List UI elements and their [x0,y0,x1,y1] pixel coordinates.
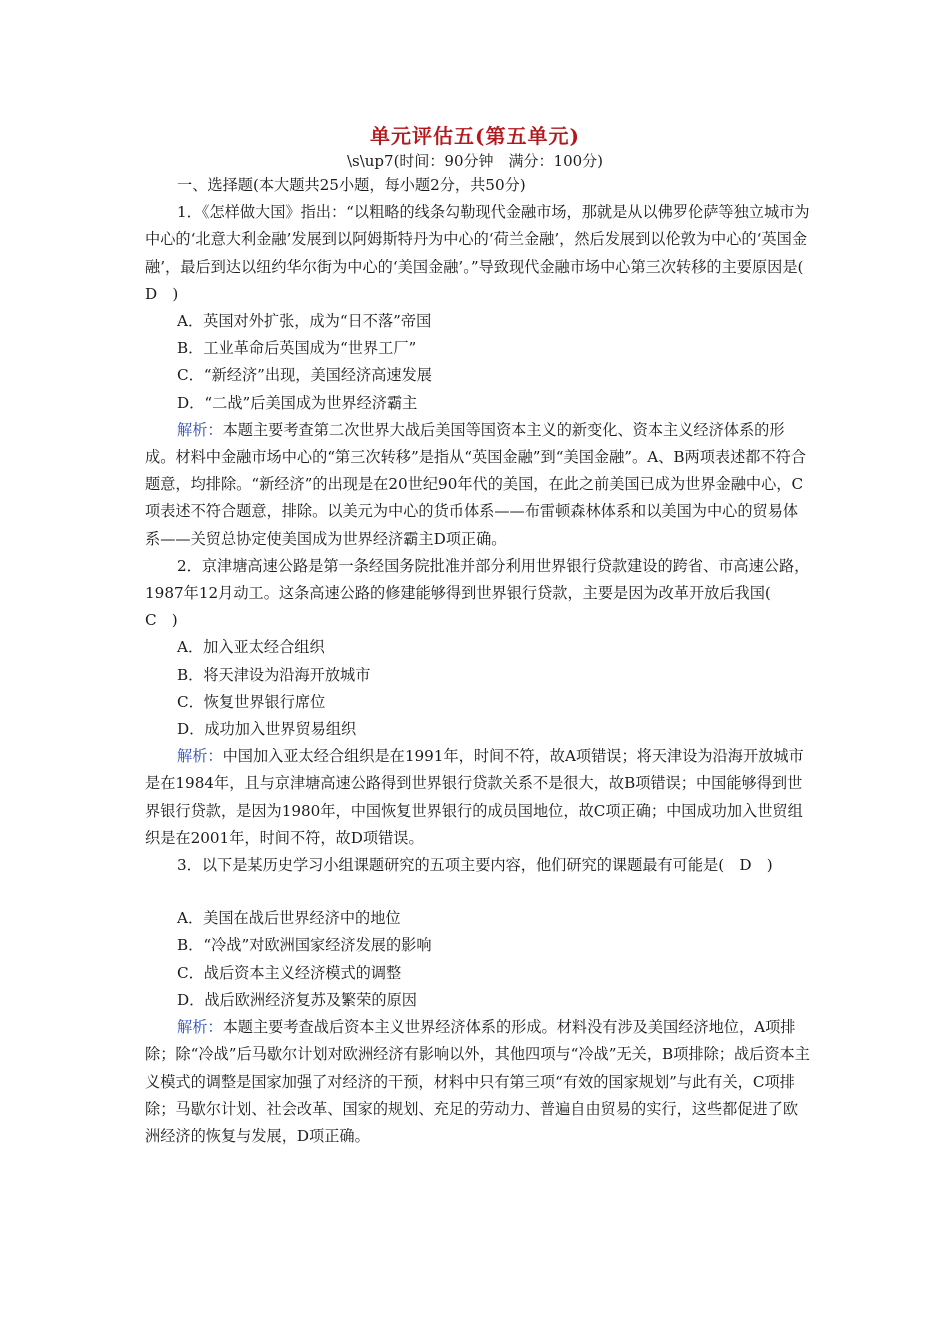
question-block [145,553,810,852]
option-b: B．“冷战”对欧洲国家经济发展的影响 [177,936,432,955]
option-d: D．“二战”后美国成为世界经济霸主 [177,393,418,412]
option-c: C．战后资本主义经济模式的调整 [177,963,402,982]
question-stem: 2．京津塘高速公路是第一条经国务院批准并部分利用世界银行贷款建设的跨省、市高速公路，1987年12月动工。这条高速公路的修建能够得到世界银行贷款，主要是因为改革开放后我国( C ) [145,556,810,630]
section-heading: 一、选择题(本大题共25小题，每小题2分，共50分) [177,176,526,194]
option-c: C．“新经济”出现，美国经济高速发展 [177,366,432,385]
option-a: A．美国在战后世界经济中的地位 [177,909,401,928]
option-a: A．英国对外扩张，成为“日不落”帝国 [177,312,432,331]
question-stem: 1．《怎样做大国》指出：“以粗略的线条勾勒现代金融市场，那就是从以佛罗伦萨等独立城市为中心的‘北意大利金融’发展到以阿姆斯特丹为中心的‘荷兰金融’，然后发展到以伦敦为中心的‘英国金融’，最后到达以纽约华尔街为中心的‘美国金融’。”导致现代金融市场中心第三次转移的主要原因是( D ) [145,203,819,303]
document-body [145,172,819,1150]
analysis-label: 解析： [177,420,223,439]
option-b: B．工业革命后英国成为“世界工厂” [177,339,417,358]
question-block [145,852,810,1150]
analysis-text: 中国加入亚太经合组织是在1991年，时间不符，故A项错误；将天津设为沿海开放城市是在1984年，且与京津塘高速公路得到世界银行贷款关系不是很大，故B项错误；中国能够得到世界银行贷款，是因为1980年，中国恢复世界银行的成员国地位，故C项正确；中国成功加入世贸组织是在2001年，时间不符，故D项错误。 [145,747,804,847]
analysis-paragraph [145,743,810,852]
option-a: A．加入亚太经合组织 [177,638,325,657]
analysis-text: 本题主要考查战后资本主义世界经济体系的形成。材料没有涉及美国经济地位，A项排除；除“冷战”后马歇尔计划对欧洲经济有影响以外，其他四项与“冷战”无关，B项排除；战后资本主义模式的调整是国家加强了对经济的干预，材料中只有第三项“有效的国家规划”与此有关，C项排除；马歇尔计划、社会改革、国家的规划、充足的劳动力、普遍自由贸易的实行，这些都促进了欧洲经济的恢复与发展，D项正确。 [145,1018,810,1145]
analysis-text: 本题主要考查第二次世界大战后美国等国资本主义的新变化、资本主义经济体系的形成。材料中金融市场中心的“第三次转移”是指从“英国金融”到“美国金融”。A、B两项表述都不符合题意，均排除。“新经济”的出现是在20世纪90年代的美国，在此之前美国已成为世界金融中心，C项表述不符合题意，排除。以美元为中心的货币体系——布雷顿森林体系和以美国为中心的贸易体系——关贸总协定使美国成为世界经济霸主D项正确。 [145,420,807,548]
option-d: D．成功加入世界贸易组织 [177,720,357,739]
page-title: 单元评估五(第五单元) [370,124,580,148]
analysis-paragraph [145,417,810,553]
analysis-paragraph [145,1014,810,1150]
option-c: C．恢复世界银行席位 [177,692,326,711]
analysis-label: 解析： [177,1018,223,1037]
blank-space [145,879,810,905]
analysis-label: 解析： [177,747,223,766]
question-stem: 3．以下是某历史学习小组课题研究的五项主要内容，他们研究的课题最有可能是( D ) [177,856,773,875]
page-subtitle: \s\up7(时间：90分钟 满分：100分) [346,152,604,170]
question-block [145,199,819,553]
option-d: D．战后欧洲经济复苏及繁荣的原因 [177,990,417,1009]
option-b: B．将天津设为沿海开放城市 [177,665,371,684]
